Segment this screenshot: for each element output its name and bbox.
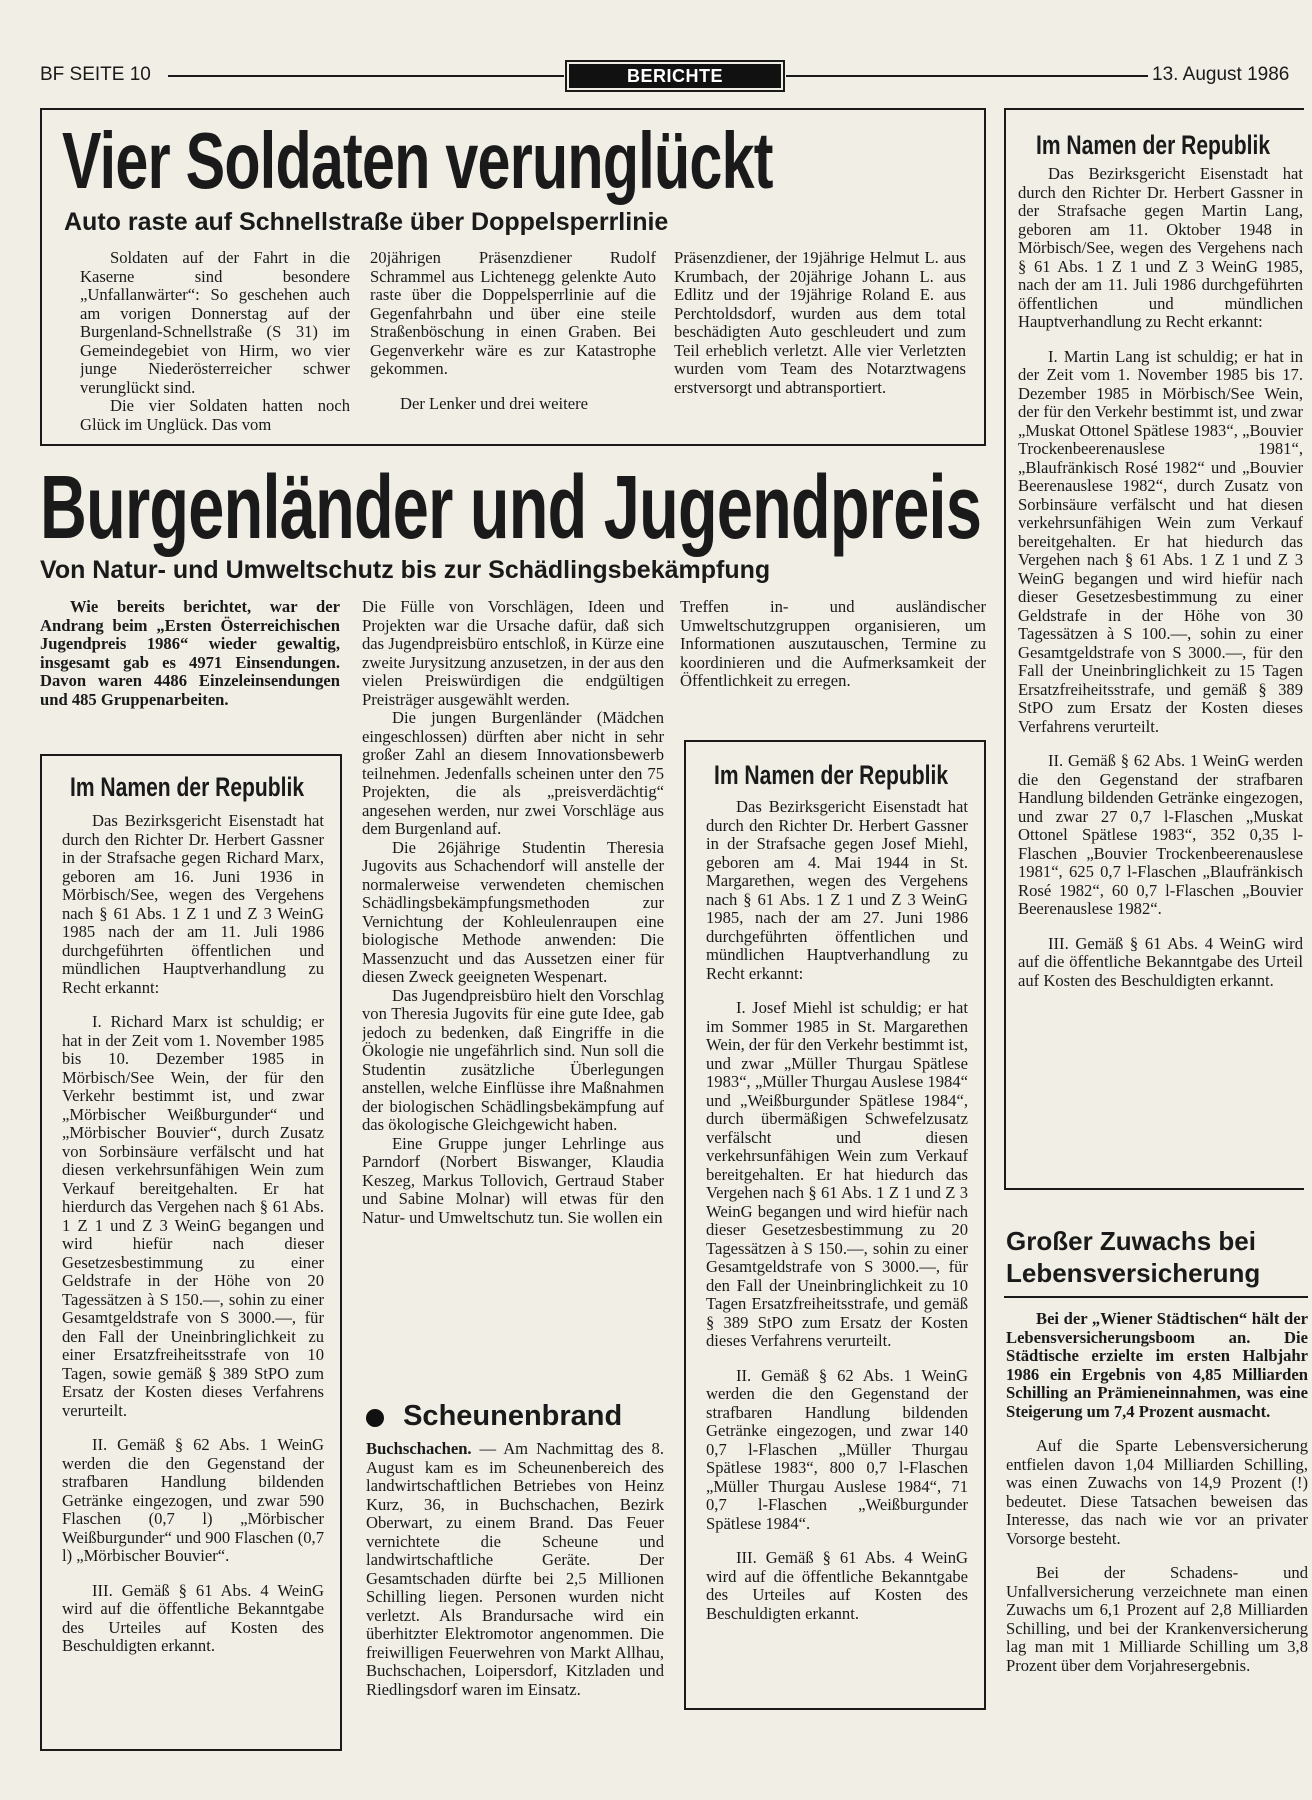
headline-soldiers: Vier Soldaten verunglückt — [62, 116, 773, 205]
page-number: BF SEITE 10 — [40, 64, 151, 85]
court-notice-lang — [1004, 108, 1304, 1190]
headline-jugendpreis: Burgenländer und Jugendpreis — [40, 458, 982, 558]
court-notice-miehl — [684, 740, 986, 1710]
jugendpreis-lead: Wie bereits berichtet, war der Andrang beim „Ersten Österreichischen Jugendpreis 1986“ wieder gewaltig, insgesamt gab es 4971 Einsendungen. Davon waren 4486 Einzeleinsendungen und 485 Gruppenarbeiten. — [40, 598, 340, 709]
jugendpreis-col3: Treffen in- und ausländischer Umweltschutzgruppen organisieren, um Informationen auszutauschen, Termine zu koordinieren und die Aufmerksamkeit der Öffentlichkeit zu erregen. — [680, 598, 986, 690]
header-rule-left — [168, 75, 564, 77]
issue-date: 13. August 1986 — [1152, 64, 1290, 85]
jugendpreis-col2: Die Fülle von Vorschlägen, Ideen und Projekten war die Ursache dafür, daß sich das Jugendpreisbüro entschloß, in Kürze eine zweite Jurysitzung anzusetzen, in der aus den vielen Preiswürdigen die endgültigen Preisträger ausgewählt werden. Die jungen Burgenländer (Mädchen eingeschlossen) dürften aber nicht in sehr großer Zahl an diesem Innovationsbewerb teilnehmen. Jedenfalls scheinen unter den 75 Projekten, die als „preisverdächtig“ angesehen werden, nur zwei Vorschläge aus dem Burgenland auf. Die 26jährige Studentin Theresia Jugovits aus Schachendorf will anstelle der normalerweise verwendeten chemischen Schädlingsbekämpfungsmethoden zur Vernichtung der Kohleulenraupen eine biologische Methode anwenden: Die Massenzucht und das Aussetzen einer für diesen Zweck geeigneten Wespenart. Das Jugendpreisbüro hielt den Vorschlag von Theresia Jugovits für eine gute Idee, gab jedoch zu bedenken, daß Eingriffe in die Ökologie nie ungefährlich sind. Nun soll die Studentin zusätzliche Überlegungen anstellen, welche Einflüsse ihre Maßnahmen der biologischen Schädlingsbekämpfung auf das ökologische Gleichgewicht haben. Eine Gruppe junger Lehrlinge aus Parndorf (Norbert Biswanger, Klaudia Keszeg, Markus Tollovich, Gertraud Staber und Sabine Molnar) will etwas für den Natur- und Umweltschutz tun. Sie wollen ein — [362, 598, 664, 1227]
court-notice-marx — [40, 754, 342, 1751]
section-label: BERICHTE — [569, 64, 781, 88]
court-notice-marx-title: Im Namen der Republik — [70, 772, 305, 802]
bullet-icon — [366, 1409, 384, 1427]
subhead-jugendpreis: Von Natur- und Umweltschutz bis zur Schädlingsbekämpfung — [40, 556, 771, 584]
court-notice-lang-title: Im Namen der Republik — [1036, 130, 1271, 160]
court-notice-lang-body: Das Bezirksgericht Eisenstadt hat durch den Richter Dr. Herbert Gassner in der Strafsache gegen Martin Lang, geboren am 11. Oktober 1948 in Mörbisch/See, wegen des Vergehens nach § 61 Abs. 1 Z 1 und Z 3 WeinG 1985, nach der am 11. Juli 1986 durchgeführten öffentlichen und mündlichen Hauptverhandlung zu Recht erkannt: I. Martin Lang ist schuldig; er hat in der Zeit vom 1. November 1985 bis 17. Dezember 1985 in Mörbisch/See Wein, der für den Verkehr bestimmt ist, und zwar „Muskat Ottonel Spätlese 1983“, „Bouvier Trockenbeerenauslese 1981“, „Blaufränkisch Rosé 1982“ und „Bouvier Beerenauslese 1982“, durch Zusatz von Sorbinsäure verfälscht und hat diesen verkehrsunfähigen Wein zum Verkauf bereitgehalten. Er hat hiedurch das Vergehen nach § 61 Abs. 1 Z 1 und Z 3 WeinG begangen und wird hiefür nach dieser Gesetzesbestimmung zu einer Geldstrafe in der Höhe von 30 Tagessätzen à S 100.—, sohin zu einer Gesamtgeldstrafe von S 3000.—, für den Fall der Uneinbringlichkeit zu 15 Tagen Ersatzfreiheitsstrafe, und gemäß § 389 StPO zum Ersatz der Kosten dieses Verfahrens verurteilt. II. Gemäß § 62 Abs. 1 WeinG werden die den Gegenstand der strafbaren Handlung bildenden Getränke eingezogen, und zwar 27 0,7 l-Flaschen „Muskat Ottonel Spätlese 1983“, 352 0,35 l-Flaschen „Bouvier Trockenbeerenauslese 1981“, 625 0,7 l-Flaschen „Blaufränkisch Rosé 1982“, 60 0,7 l-Flaschen „Bouvier Beerenauslese 1982“. III. Gemäß § 61 Abs. 4 WeinG wird auf die öffentliche Bekanntgabe des Urteil auf Kosten des Beschuldigten erkannt. — [1018, 165, 1303, 990]
article-soldiers-col3: Präsenzdiener, der 19jährige Helmut L. aus Krumbach, der 20jährige Johann L. aus Edlitz und der 19jährige Roland E. aus Perchtoldsdorf, wurden aus dem total beschädigten Auto geschleudert und zum Teil erheblich verletzt. Alle vier Verletzten wurden vom Team des Notarztwagens erstversorgt und abtransportiert. — [674, 249, 966, 397]
subhead-soldiers: Auto raste auf Schnellstraße über Doppelsperrlinie — [64, 208, 669, 236]
article-soldiers-col2: 20jährigen Präsenzdiener Rudolf Schrammel aus Lichtenegg gelenkte Auto raste über die Doppelsperrlinie auf die Gegenfahrbahn und über eine steile Straßenböschung in einen Graben. Bei Gegenverkehr wäre es zur Katastrophe gekommen. Der Lenker und drei weitere — [370, 249, 656, 413]
scheunenbrand-body: Buchschachen. — Am Nachmittag des 8. August kam es im Scheunenbereich des landwirtschaftlichen Betriebes von Heinz Kurz, 36, in Buchschachen, Bezirk Oberwart, zu einem Brand. Das Feuer vernichtete die Scheune und landwirtschaftliche Geräte. Der Gesamtschaden dürfte bei 2,5 Millionen Schilling liegen. Personen wurden nicht verletzt. Als Brandursache wird ein überhitzter Elektromotor angenommen. Die freiwilligen Feuerwehren von Markt Allhau, Buchschachen, Loipersdorf, Kitzladen und Riedlingsdorf waren im Einsatz. — [366, 1440, 664, 1699]
lebensversicherung-body: Bei der „Wiener Städtischen“ hält der Lebensversicherungsboom an. Die Städtische erzielte im ersten Halbjahr 1986 ein Ergebnis von 4,85 Milliarden Schilling an Prämieneinnahmen, was eine Steigerung um 7,4 Prozent ausmacht. Auf die Sparte Lebensversicherung entfielen davon 1,04 Milliarden Schilling, was einen Zuwachs von 14,9 Prozent (!) bedeutet. Diese Tatsachen beweisen das Interesse, das nach wie vor an privater Vorsorge besteht. Bei der Schadens- und Unfallversicherung verzeichnete man einen Zuwachs um 6,1 Prozent auf 2,8 Milliarden Schilling, und bei der Krankenversicherung lag man mit 1 Milliarde Schilling um 3,8 Prozent über dem Vorjahresergebnis. — [1006, 1310, 1308, 1675]
court-notice-miehl-title: Im Namen der Republik — [714, 760, 949, 790]
scheunenbrand-heading — [366, 1400, 622, 1433]
section-badge — [565, 60, 785, 92]
article-soldiers-col1: Soldaten auf der Fahrt in die Kaserne sind besondere „Unfallanwärter“: So geschehen auch am vorigen Donnerstag auf der Burgenland-Schnellstraße (S 31) im Gemeindegebiet von Hirm, wo vier junge Niederösterreicher schwer verunglückt sind. Die vier Soldaten hatten noch Glück im Unglück. Das vom — [80, 249, 350, 434]
headline-underline — [1004, 1296, 1308, 1298]
court-notice-miehl-body: Das Bezirksgericht Eisenstadt hat durch den Richter Dr. Herbert Gassner in der Strafsache gegen Josef Miehl, geboren am 4. Mai 1944 in St. Margarethen, wegen des Vergehens nach § 61 Abs. 1 Z 1 und Z 3 WeinG 1985, nach der am 27. Juni 1986 durchgeführten öffentlichen und mündlichen Hauptverhandlung zu Recht erkannt: I. Josef Miehl ist schuldig; er hat im Sommer 1985 in St. Margarethen Wein, der für den Verkehr bestimmt ist, und zwar „Müller Thurgau Spätlese 1983“, „Müller Thurgau Auslese 1984“ und „Weißburgunder Spätlese 1984“, durch übermäßigen Schwefelzusatz verfälscht und diesen verkehrsunfähigen Wein zum Verkauf bereitgehalten. Er hat hiedurch das Vergehen nach § 61 Abs. 1 Z 1 und Z 3 WeinG begangen und wird hiefür nach dieser Gesetzesbestimmung zu 20 Tagessätzen à S 150.—, sohin zu einer Gesamtgeldstrafe von S 3000.—, für den Fall der Uneinbringlichkeit zu 10 Tagen Ersatzfreiheitsstrafe, und gemäß § 389 StPO zum Ersatz der Kosten dieses Verfahrens verurteilt. II. Gemäß § 62 Abs. 1 WeinG werden die den Gegenstand der strafbaren Handlung bildenden Getränke eingezogen, und zwar 140 0,7 l-Flaschen „Müller Thurgau Spätlese 1983“, 800 0,7 l-Flaschen „Müller Thurgau Auslese 1984“, 71 0,7 l-Flaschen „Weißburgunder Spätlese 1984“. III. Gemäß § 61 Abs. 4 WeinG wird auf die öffentliche Bekanntgabe des Urteiles auf Kosten des Beschuldigten erkannt. — [706, 798, 968, 1623]
header-rule-right — [786, 75, 1148, 77]
article-soldiers — [40, 108, 986, 446]
scheunenbrand-title: Scheunenbrand — [403, 1400, 623, 1432]
headline-lebensversicherung: Großer Zuwachs bei Lebensversicherung — [1006, 1226, 1261, 1288]
court-notice-marx-body: Das Bezirksgericht Eisenstadt hat durch den Richter Dr. Herbert Gassner in der Strafsache gegen Richard Marx, geboren am 16. Juni 1936 in Mörbisch/See, wegen des Vergehens nach § 61 Abs. 1 Z 1 und Z 3 WeinG 1985 nach der am 11. Juli 1986 durchgeführten öffentlichen und mündlichen Hauptverhandlung zu Recht erkannt: I. Richard Marx ist schuldig; er hat in der Zeit vom 1. November 1985 bis 10. Dezember 1985 in Mörbisch/See Wein, der für den Verkehr bestimmt ist, und zwar „Mörbischer Weißburgunder“ und „Mörbischer Bouvier“, durch Zusatz von Sorbinsäure verfälscht und hat diesen verkehrsunfähigen Wein zum Verkauf bereitgehalten. Er hat hierdurch das Vergehen nach § 61 Abs. 1 Z 1 und Z 3 WeinG begangen und wird hiefür nach dieser Gesetzesbestimmung zu einer Geldstrafe in der Höhe von 20 Tagessätzen à S 150.—, sohin zu einer Gesamtgeldstrafe von S 3000.—, für den Fall der Uneinbringlichkeit zu einer Ersatzfreiheitsstrafe von 10 Tagen, sowie gemäß § 389 StPO zum Ersatz der Kosten dieses Verfahrens verurteilt. II. Gemäß § 62 Abs. 1 WeinG werden die den Gegenstand der strafbaren Handlung bildenden Getränke eingezogen, und zwar 590 Flaschen (0,7 l) „Mörbischer Weißburgunder“ und 900 Flaschen (0,7 l) „Mörbischer Bouvier“. III. Gemäß § 61 Abs. 4 WeinG wird auf die öffentliche Bekanntgabe des Urteiles auf Kosten des Beschuldigten erkannt. — [62, 812, 324, 1655]
